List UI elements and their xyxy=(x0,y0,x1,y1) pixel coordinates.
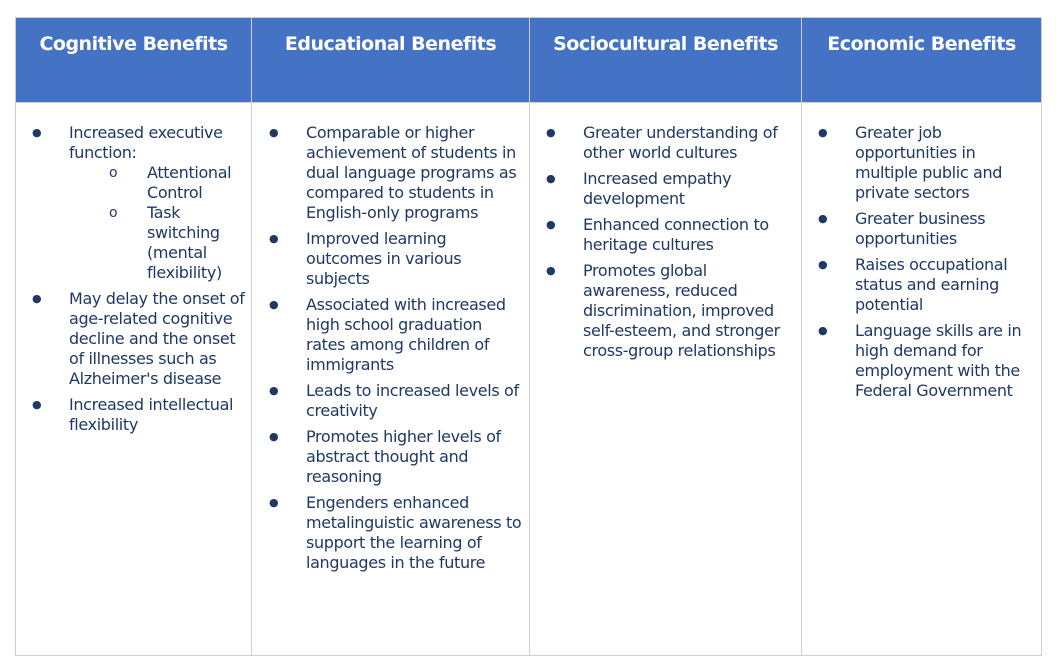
list-item: ● Promotes higher levels of abstract thought and reasoning xyxy=(306,427,525,487)
column-header xyxy=(252,18,529,103)
column-cognitive xyxy=(16,18,252,656)
bullet-list xyxy=(306,123,525,579)
list-item: ● Improved learning outcomes in various subjects xyxy=(306,229,525,289)
column-title: Economic Benefits xyxy=(827,33,1016,55)
column-title: Cognitive Benefits xyxy=(39,33,228,55)
column-economic xyxy=(802,18,1042,656)
list-item: ● Increased intellectual flexibility xyxy=(69,395,247,435)
column-sociocultural xyxy=(530,18,802,656)
list-item: ● Engenders enhanced metalinguistic awareness to support the learning of languages in the future xyxy=(306,493,525,573)
column-educational xyxy=(252,18,530,656)
bullet-list xyxy=(855,123,1037,407)
column-header xyxy=(530,18,801,103)
list-item: ● Leads to increased levels of creativity xyxy=(306,381,525,421)
list-item: ● May delay the onset of age-related cognitive decline and the onset of illnesses such as Alzheimer's disease xyxy=(69,289,247,389)
column-title: Educational Benefits xyxy=(284,33,497,55)
list-item: ● Enhanced connection to heritage cultures xyxy=(583,215,797,255)
sub-list-item: o Task switching (mental flexibility) xyxy=(69,203,247,283)
list-item: ● Greater job opportunities in multiple public and private sectors xyxy=(855,123,1037,203)
benefits-table xyxy=(15,17,1041,656)
list-item: ● Language skills are in high demand for employment with the Federal Government xyxy=(855,321,1037,401)
list-item-text: Increased executive function: xyxy=(69,123,223,162)
column-title: Sociocultural Benefits xyxy=(553,33,778,55)
list-item: ● Raises occupational status and earning potential xyxy=(855,255,1037,315)
column-header xyxy=(802,18,1041,103)
column-body xyxy=(802,103,1041,656)
sub-list xyxy=(69,163,247,283)
list-item: ● Promotes global awareness, reduced discrimination, improved self-esteem, and stronger cross-group relationships xyxy=(583,261,797,361)
list-item: ● Increased empathy development xyxy=(583,169,797,209)
list-item: ● Greater business opportunities xyxy=(855,209,1037,249)
column-body xyxy=(252,103,529,656)
column-body xyxy=(16,103,251,656)
list-item: ● Greater understanding of other world cultures xyxy=(583,123,797,163)
sub-list-item: o Attentional Control xyxy=(69,163,247,203)
column-header xyxy=(16,18,251,103)
list-item: ● Comparable or higher achievement of students in dual language programs as compared to students in English-only programs xyxy=(306,123,525,223)
list-item: ● Associated with increased high school graduation rates among children of immigrants xyxy=(306,295,525,375)
bullet-list xyxy=(69,123,247,441)
column-body xyxy=(530,103,801,656)
bullet-list xyxy=(583,123,797,367)
list-item xyxy=(69,123,247,283)
